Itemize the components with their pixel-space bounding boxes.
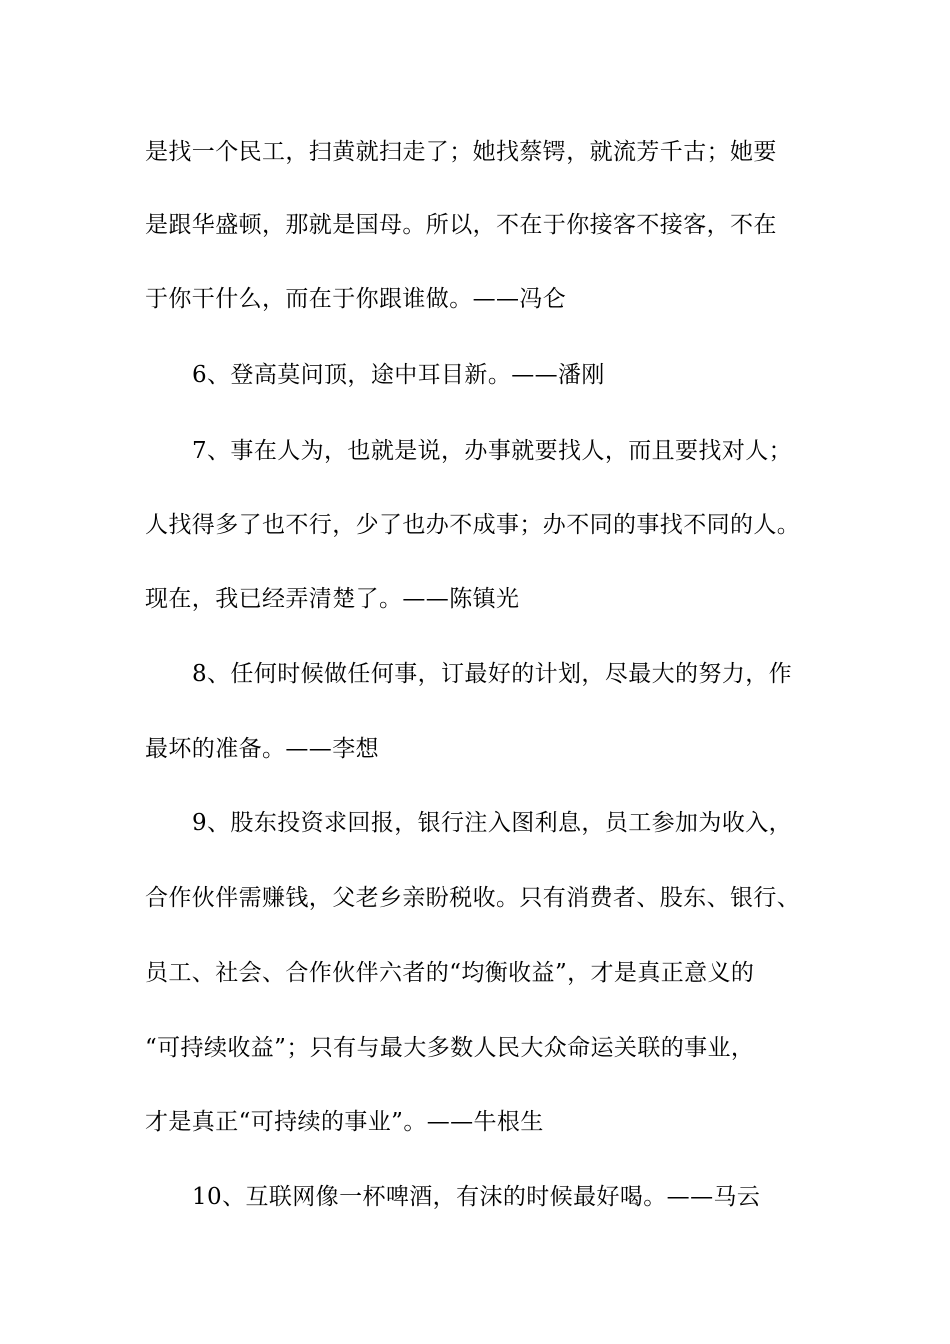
quote-8-line-1: 8、任何时候做任何事，订最好的计划，尽最大的努力，作 (192, 661, 793, 687)
quote-9-line-2: 合作伙伴需赚钱，父老乡亲盼税收。只有消费者、股东、银行、 (145, 885, 801, 911)
text-line-3: 于你干什么，而在于你跟谁做。——冯仑 (145, 286, 567, 312)
quote-9-line-4: “可持续收益”；只有与最大多数人民大众命运关联的事业， (145, 1035, 755, 1061)
quote-9-line-1: 9、股东投资求回报，银行注入图利息，员工参加为收入， (192, 810, 793, 836)
text-line-2: 是跟华盛顿，那就是国母。所以，不在于你接客不接客，不在 (145, 212, 777, 238)
text-line-1: 是找一个民工，扫黄就扫走了；她找蔡锷，就流芳千古；她要 (145, 139, 777, 165)
quote-8-line-2: 最坏的准备。——李想 (145, 736, 379, 762)
quote-7-line-2: 人找得多了也不行，少了也办不成事；办不同的事找不同的人。 (145, 512, 801, 538)
quote-10: 10、互联网像一杯啤酒，有沫的时候最好喝。——马云 (192, 1184, 761, 1210)
quote-7-line-3: 现在，我已经弄清楚了。——陈镇光 (145, 586, 520, 612)
quote-7-line-1: 7、事在人为，也就是说，办事就要找人，而且要找对人； (192, 438, 793, 464)
quote-9-line-5: 才是真正“可持续的事业”。——牛根生 (145, 1109, 544, 1135)
quote-9-line-3: 员工、社会、合作伙伴六者的“均衡收益”，才是真正意义的 (145, 960, 755, 986)
quote-6: 6、登高莫问顶，途中耳目新。——潘刚 (192, 362, 605, 388)
